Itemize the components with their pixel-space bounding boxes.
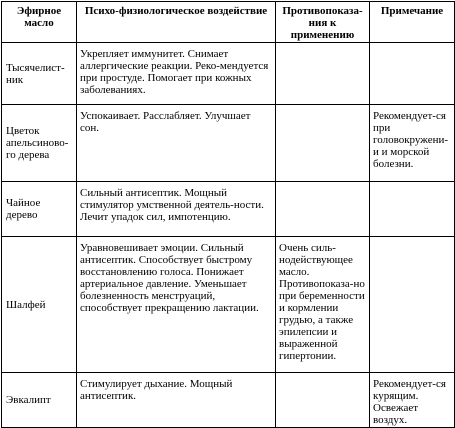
oil-note: Рекомендует-ся при головокружени-и и морской болезни. xyxy=(370,105,455,182)
oil-name: Цветок апельсиново-го дерева xyxy=(2,105,77,182)
oil-effect: Стимулирует дыхание. Мощный антисептик. xyxy=(77,373,276,428)
table-header-row xyxy=(2,2,455,43)
oil-effect: Укрепляет иммунитет. Снимает аллергические реакции. Реко-мендуется при простуде. Помогает при кожных заболеваниях. xyxy=(77,43,276,105)
oil-effect: Сильный антисептик. Мощный стимулятор умственной деятель-ности. Лечит упадок сил, импотенцию. xyxy=(77,182,276,237)
table-row xyxy=(2,373,455,428)
oil-name: Тысячелист-ник xyxy=(2,43,77,105)
oil-note xyxy=(370,182,455,237)
oil-note: Рекомендует-ся курящим. Освежает воздух. xyxy=(370,373,455,428)
oil-effect: Успокаивает. Расслабляет. Улучшает сон. xyxy=(77,105,276,182)
oil-name: Чайное дерево xyxy=(2,182,77,237)
header-oil: Эфирное масло xyxy=(2,2,77,43)
oil-contraindications xyxy=(276,182,370,237)
oil-note xyxy=(370,237,455,373)
oil-name: Шалфей xyxy=(2,237,77,373)
oil-effect: Уравновешивает эмоции. Сильный антисептик. Способствует быстрому восстановлению голоса. Понижает артериальное давление. Уменьшает болезненность менструаций, способствует прекращению лактации. xyxy=(77,237,276,373)
header-note: Примечание xyxy=(370,2,455,43)
table-row xyxy=(2,182,455,237)
table-row xyxy=(2,105,455,182)
table-row xyxy=(2,237,455,373)
oil-contraindications xyxy=(276,105,370,182)
oil-name: Эвкалипт xyxy=(2,373,77,428)
oil-contraindications xyxy=(276,43,370,105)
essential-oils-table xyxy=(1,1,455,428)
oil-note xyxy=(370,43,455,105)
oil-contraindications: Очень силь-нодействующее масло. Противопоказа-но при беременности и кормлении грудью, а также эпилепсии и выраженной гипертонии. xyxy=(276,237,370,373)
header-effect: Психо-физиологическое воздействие xyxy=(77,2,276,43)
oil-contraindications xyxy=(276,373,370,428)
header-contraindications: Противопоказа-ния к применению xyxy=(276,2,370,43)
table-row xyxy=(2,43,455,105)
